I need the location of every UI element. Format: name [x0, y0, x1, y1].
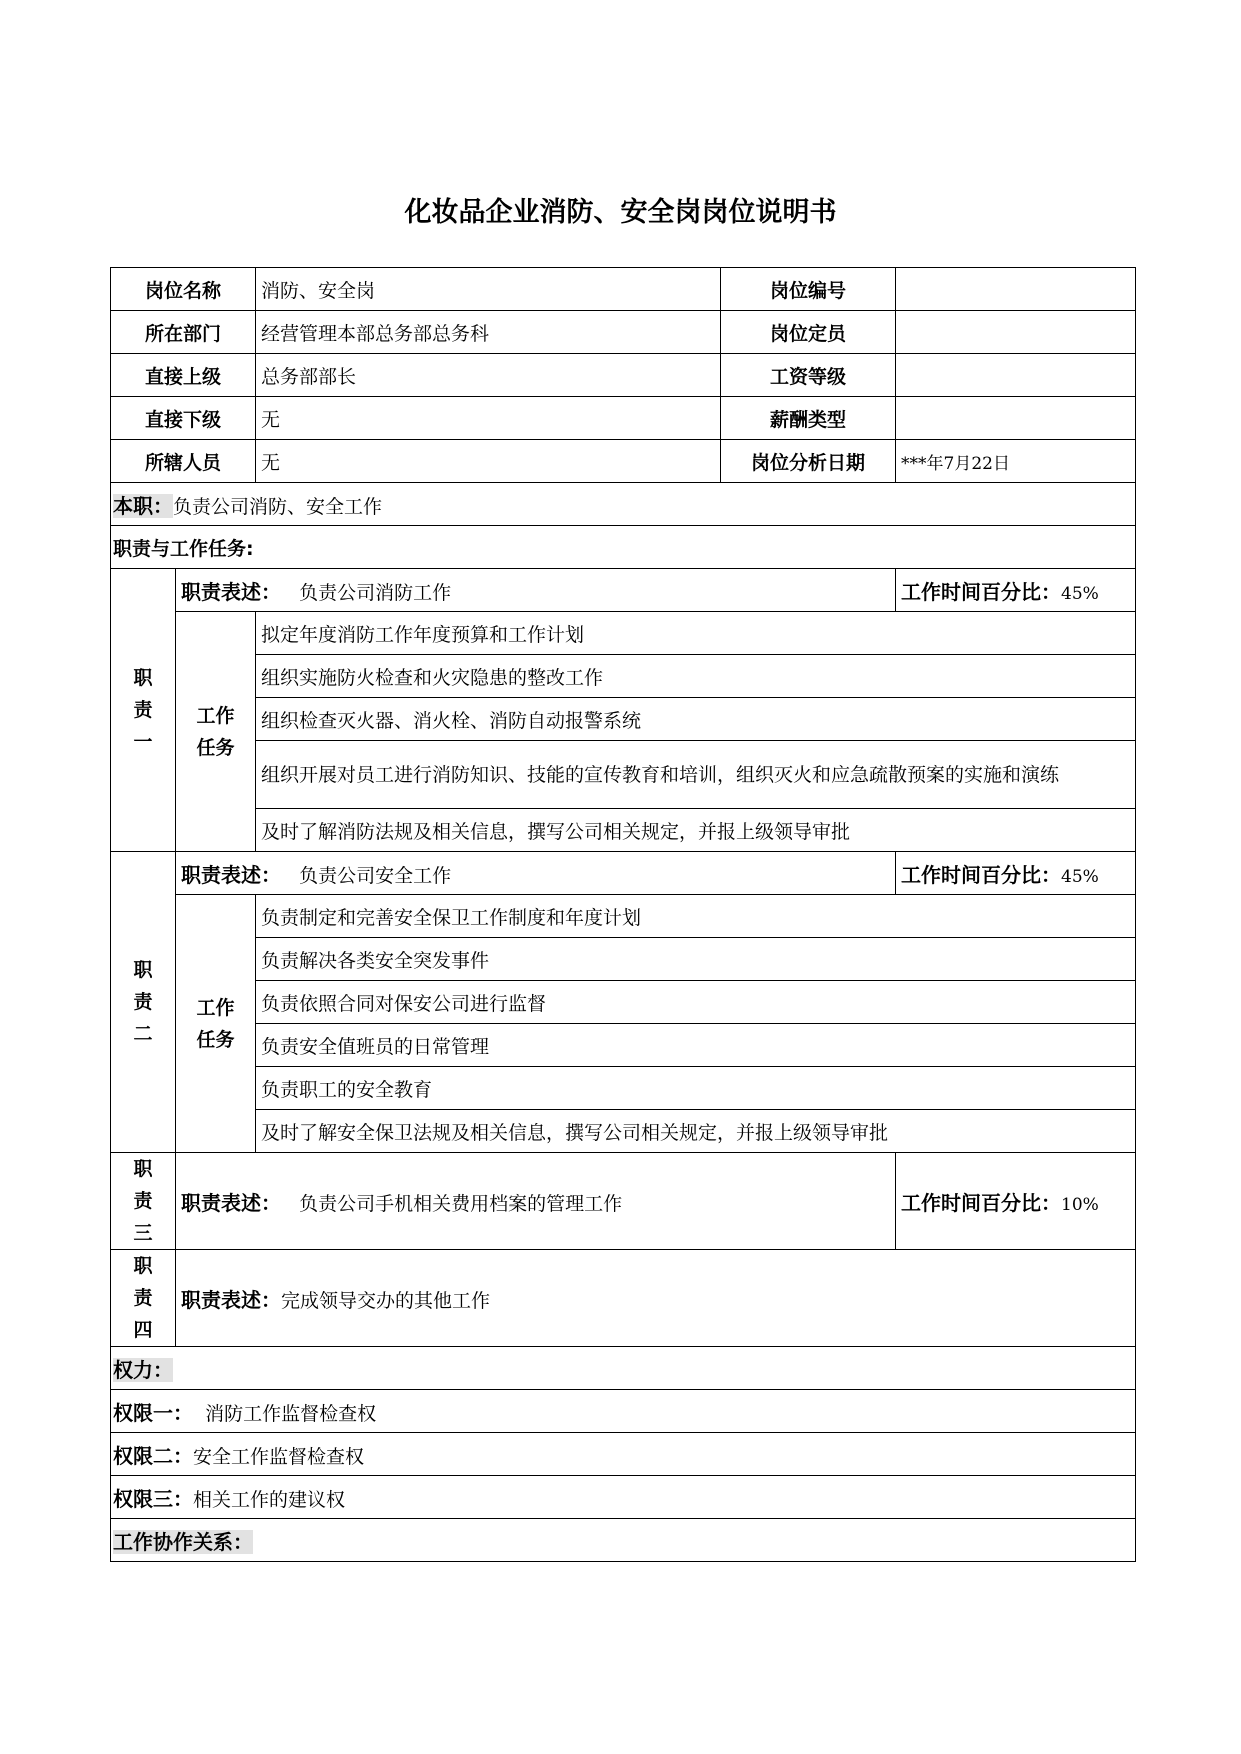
- info-value: 经营管理本部总务部总务科: [256, 311, 721, 354]
- pct-label: 工作时间百分比：: [901, 579, 1062, 604]
- power-label: 权限二：: [113, 1443, 193, 1468]
- statement-value: 负责公司安全工作: [299, 864, 452, 887]
- duty-pct-cell: [896, 852, 1136, 895]
- power-cell: [111, 1433, 1136, 1476]
- statement-label: 职责表述：: [181, 1190, 281, 1215]
- task-row: [111, 809, 1136, 852]
- duty-statement-cell: [176, 1250, 1136, 1347]
- info-label: 岗位分析日期: [721, 440, 896, 483]
- info-value: 无: [256, 440, 721, 483]
- task-item: 负责制定和完善安全保卫工作制度和年度计划: [256, 895, 1136, 938]
- power-row: [111, 1476, 1136, 1519]
- task-row: [111, 698, 1136, 741]
- info-label: 直接下级: [111, 397, 256, 440]
- task-item: 组织实施防火检查和火灾隐患的整改工作: [256, 655, 1136, 698]
- pct-label: 工作时间百分比：: [901, 862, 1062, 887]
- duty-statement-cell: [176, 852, 896, 895]
- power-cell: [111, 1476, 1136, 1519]
- duty-statement-row: [111, 569, 1136, 612]
- power-cell: [111, 1390, 1136, 1433]
- power-value: 消防工作监督检查权: [205, 1402, 377, 1425]
- duty-label-text: 职责四: [133, 1255, 153, 1341]
- info-value: 消防、安全岗: [256, 268, 721, 311]
- task-label-text: 工作任务: [196, 996, 235, 1051]
- task-item: 组织开展对员工进行消防知识、技能的宣传教育和培训，组织灭火和应急疏散预案的实施和演练: [256, 741, 1136, 809]
- info-label: 所在部门: [111, 311, 256, 354]
- power-header-row: [111, 1347, 1136, 1390]
- duty-label: [111, 569, 176, 852]
- power-header: 权力：: [113, 1357, 173, 1382]
- duty-statement-row: [111, 1153, 1136, 1250]
- info-row: [111, 311, 1136, 354]
- benzhi-row: [111, 483, 1136, 526]
- info-value: [896, 311, 1136, 354]
- info-value: 无: [256, 397, 721, 440]
- info-label: 岗位定员: [721, 311, 896, 354]
- document-title: 化妆品企业消防、安全岗岗位说明书: [404, 197, 837, 228]
- task-row: [111, 938, 1136, 981]
- task-label: [176, 612, 256, 852]
- task-row: [111, 895, 1136, 938]
- task-item: 及时了解消防法规及相关信息，撰写公司相关规定，并报上级领导审批: [256, 809, 1136, 852]
- task-item: 及时了解安全保卫法规及相关信息，撰写公司相关规定，并报上级领导审批: [256, 1110, 1136, 1153]
- duty-label: [111, 1250, 176, 1347]
- info-value: [896, 268, 1136, 311]
- pct-value: 45%: [1061, 866, 1099, 887]
- info-label: 岗位编号: [721, 268, 896, 311]
- info-row: [111, 440, 1136, 483]
- duty-label-text: 职责一: [133, 667, 153, 753]
- duties-header: 职责与工作任务:: [111, 526, 1136, 569]
- statement-label: 职责表述：: [181, 1287, 281, 1312]
- info-label: 薪酬类型: [721, 397, 896, 440]
- duty-statement-cell: [176, 1153, 896, 1250]
- power-value: 相关工作的建议权: [193, 1488, 346, 1511]
- info-value: [896, 354, 1136, 397]
- cooperation-header: 工作协作关系：: [113, 1529, 253, 1554]
- task-row: [111, 981, 1136, 1024]
- job-description-table: [110, 267, 1135, 1562]
- task-item: 负责解决各类安全突发事件: [256, 938, 1136, 981]
- power-label: 权限三：: [113, 1486, 193, 1511]
- task-row: [111, 655, 1136, 698]
- task-item: 负责依照合同对保安公司进行监督: [256, 981, 1136, 1024]
- benzhi-cell: [111, 483, 1136, 526]
- info-label: 直接上级: [111, 354, 256, 397]
- task-item: 拟定年度消防工作年度预算和工作计划: [256, 612, 1136, 655]
- info-label: 工资等级: [721, 354, 896, 397]
- duty-label-text: 职责二: [133, 959, 153, 1045]
- pct-label: 工作时间百分比：: [901, 1190, 1062, 1215]
- duties-header-row: [111, 526, 1136, 569]
- info-value: [896, 397, 1136, 440]
- power-row: [111, 1433, 1136, 1476]
- analysis-date: ***年7月22日: [896, 440, 1136, 483]
- duty-label: [111, 1153, 176, 1250]
- statement-label: 职责表述：: [181, 862, 281, 887]
- duty-label-text: 职责三: [133, 1158, 153, 1244]
- statement-value: 负责公司手机相关费用档案的管理工作: [299, 1192, 623, 1215]
- benzhi-value: 负责公司消防、安全工作: [173, 495, 383, 518]
- info-row: [111, 354, 1136, 397]
- info-row: [111, 397, 1136, 440]
- cooperation-row: [111, 1519, 1136, 1562]
- info-label: 岗位名称: [111, 268, 256, 311]
- task-row: [111, 1110, 1136, 1153]
- duty-statement-cell: [176, 569, 896, 612]
- task-row: [111, 1067, 1136, 1110]
- cooperation-cell: [111, 1519, 1136, 1562]
- task-label-text: 工作任务: [196, 704, 235, 759]
- info-value: 总务部部长: [256, 354, 721, 397]
- task-item: 负责安全值班员的日常管理: [256, 1024, 1136, 1067]
- power-header-cell: [111, 1347, 1136, 1390]
- info-label: 所辖人员: [111, 440, 256, 483]
- statement-value: 完成领导交办的其他工作: [281, 1289, 491, 1312]
- duty-pct-cell: [896, 1153, 1136, 1250]
- power-row: [111, 1390, 1136, 1433]
- duty-pct-cell: [896, 569, 1136, 612]
- statement-label: 职责表述：: [181, 579, 281, 604]
- task-item: 组织检查灭火器、消火栓、消防自动报警系统: [256, 698, 1136, 741]
- duty-statement-row: [111, 852, 1136, 895]
- duty-statement-row: [111, 1250, 1136, 1347]
- pct-value: 45%: [1061, 583, 1099, 604]
- benzhi-label: 本职：: [113, 493, 173, 518]
- task-row: [111, 1024, 1136, 1067]
- task-row: [111, 612, 1136, 655]
- task-item: 负责职工的安全教育: [256, 1067, 1136, 1110]
- duty-label: [111, 852, 176, 1153]
- task-label: [176, 895, 256, 1153]
- pct-value: 10%: [1061, 1194, 1099, 1215]
- main-table: [110, 267, 1136, 1562]
- statement-value: 负责公司消防工作: [299, 581, 452, 604]
- task-row: [111, 741, 1136, 809]
- power-label: 权限一：: [113, 1400, 193, 1425]
- info-row: [111, 268, 1136, 311]
- power-value: 安全工作监督检查权: [193, 1445, 365, 1468]
